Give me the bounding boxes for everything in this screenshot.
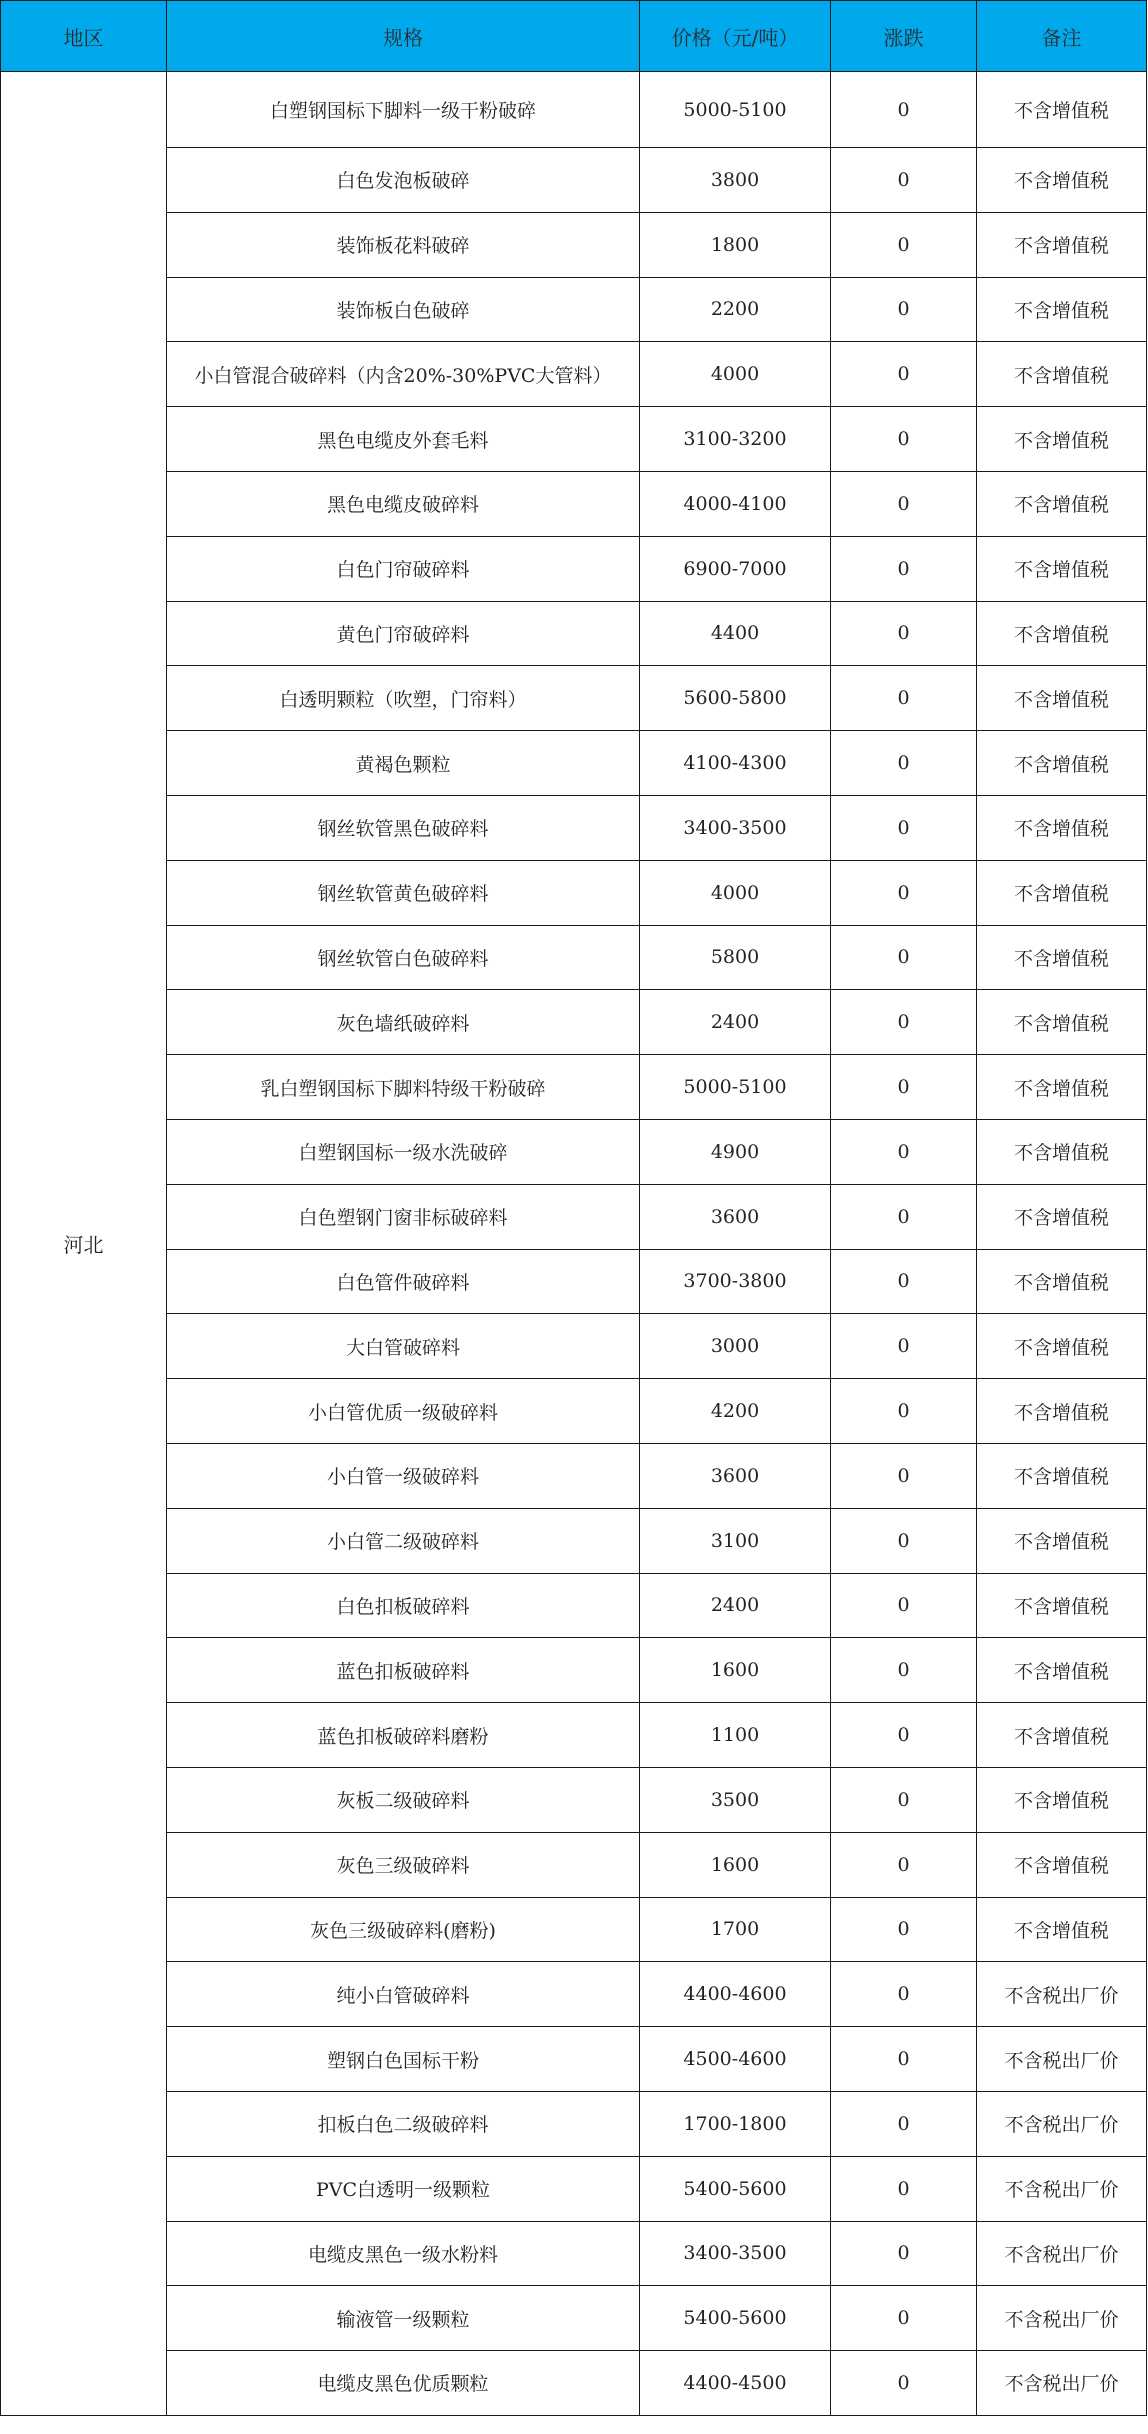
table-row	[1, 795, 1147, 860]
price-cell: 4400	[640, 601, 831, 666]
change-cell: 0	[831, 277, 977, 342]
table-row	[1, 2027, 1147, 2092]
table-row	[1, 72, 1147, 148]
change-cell: 0	[831, 1573, 977, 1638]
note-cell: 不含增值税	[977, 212, 1147, 277]
price-cell: 4400-4500	[640, 2351, 831, 2416]
table-row	[1, 1962, 1147, 2027]
note-cell: 不含增值税	[977, 860, 1147, 925]
header-price: 价格（元/吨）	[640, 1, 831, 72]
price-cell: 5800	[640, 925, 831, 990]
note-cell: 不含税出厂价	[977, 1962, 1147, 2027]
spec-cell: 白色塑钢门窗非标破碎料	[167, 1184, 640, 1249]
price-cell: 3500	[640, 1767, 831, 1832]
note-cell: 不含增值税	[977, 1703, 1147, 1768]
spec-cell: 输液管一级颗粒	[167, 2286, 640, 2351]
header-spec: 规格	[167, 1, 640, 72]
price-cell: 4400-4600	[640, 1962, 831, 2027]
header-note: 备注	[977, 1, 1147, 72]
price-cell: 3800	[640, 148, 831, 213]
table-row	[1, 1249, 1147, 1314]
header-row	[1, 1, 1147, 72]
spec-cell: 塑钢白色国标干粉	[167, 2027, 640, 2092]
spec-cell: 钢丝软管黑色破碎料	[167, 795, 640, 860]
spec-cell: PVC白透明一级颗粒	[167, 2156, 640, 2221]
spec-cell: 小白管优质一级破碎料	[167, 1379, 640, 1444]
change-cell: 0	[831, 407, 977, 472]
spec-cell: 小白管二级破碎料	[167, 1508, 640, 1573]
note-cell: 不含增值税	[977, 277, 1147, 342]
header-region: 地区	[1, 1, 167, 72]
change-cell: 0	[831, 1379, 977, 1444]
change-cell: 0	[831, 2027, 977, 2092]
change-cell: 0	[831, 1314, 977, 1379]
change-cell: 0	[831, 666, 977, 731]
change-cell: 0	[831, 1119, 977, 1184]
table-row	[1, 277, 1147, 342]
spec-cell: 蓝色扣板破碎料	[167, 1638, 640, 1703]
price-cell: 5000-5100	[640, 72, 831, 148]
table-row	[1, 2091, 1147, 2156]
table-row	[1, 2221, 1147, 2286]
note-cell: 不含增值税	[977, 342, 1147, 407]
spec-cell: 白塑钢国标一级水洗破碎	[167, 1119, 640, 1184]
price-cell: 3600	[640, 1184, 831, 1249]
change-cell: 0	[831, 471, 977, 536]
table-row	[1, 407, 1147, 472]
change-cell: 0	[831, 1184, 977, 1249]
price-cell: 3000	[640, 1314, 831, 1379]
note-cell: 不含增值税	[977, 1379, 1147, 1444]
spec-cell: 电缆皮黑色一级水粉料	[167, 2221, 640, 2286]
table-row	[1, 2286, 1147, 2351]
change-cell: 0	[831, 1897, 977, 1962]
price-cell: 4200	[640, 1379, 831, 1444]
spec-cell: 灰色三级破碎料(磨粉)	[167, 1897, 640, 1962]
table-row	[1, 1443, 1147, 1508]
note-cell: 不含增值税	[977, 1897, 1147, 1962]
price-cell: 1600	[640, 1832, 831, 1897]
change-cell: 0	[831, 925, 977, 990]
spec-cell: 灰色墙纸破碎料	[167, 990, 640, 1055]
table-row	[1, 1119, 1147, 1184]
table-row	[1, 601, 1147, 666]
price-cell: 1800	[640, 212, 831, 277]
price-cell: 2400	[640, 1573, 831, 1638]
note-cell: 不含增值税	[977, 731, 1147, 796]
note-cell: 不含增值税	[977, 795, 1147, 860]
note-cell: 不含增值税	[977, 1573, 1147, 1638]
note-cell: 不含增值税	[977, 148, 1147, 213]
note-cell: 不含增值税	[977, 1508, 1147, 1573]
spec-cell: 黑色电缆皮破碎料	[167, 471, 640, 536]
note-cell: 不含增值税	[977, 925, 1147, 990]
spec-cell: 灰板二级破碎料	[167, 1767, 640, 1832]
table-row	[1, 2156, 1147, 2221]
price-cell: 1100	[640, 1703, 831, 1768]
spec-cell: 黑色电缆皮外套毛料	[167, 407, 640, 472]
change-cell: 0	[831, 148, 977, 213]
change-cell: 0	[831, 990, 977, 1055]
change-cell: 0	[831, 1703, 977, 1768]
note-cell: 不含税出厂价	[977, 2156, 1147, 2221]
change-cell: 0	[831, 2156, 977, 2221]
change-cell: 0	[831, 72, 977, 148]
price-cell: 2200	[640, 277, 831, 342]
note-cell: 不含税出厂价	[977, 2286, 1147, 2351]
price-cell: 4900	[640, 1119, 831, 1184]
table-body	[1, 72, 1147, 2416]
change-cell: 0	[831, 1638, 977, 1703]
price-cell: 3700-3800	[640, 1249, 831, 1314]
change-cell: 0	[831, 212, 977, 277]
note-cell: 不含税出厂价	[977, 2221, 1147, 2286]
spec-cell: 蓝色扣板破碎料磨粉	[167, 1703, 640, 1768]
note-cell: 不含增值税	[977, 407, 1147, 472]
price-cell: 2400	[640, 990, 831, 1055]
change-cell: 0	[831, 601, 977, 666]
note-cell: 不含增值税	[977, 990, 1147, 1055]
price-cell: 3400-3500	[640, 795, 831, 860]
spec-cell: 灰色三级破碎料	[167, 1832, 640, 1897]
table-row	[1, 1573, 1147, 1638]
change-cell: 0	[831, 2091, 977, 2156]
spec-cell: 小白管一级破碎料	[167, 1443, 640, 1508]
table-row	[1, 148, 1147, 213]
table-row	[1, 536, 1147, 601]
change-cell: 0	[831, 536, 977, 601]
spec-cell: 钢丝软管黄色破碎料	[167, 860, 640, 925]
note-cell: 不含增值税	[977, 1832, 1147, 1897]
spec-cell: 白色管件破碎料	[167, 1249, 640, 1314]
table-row	[1, 1508, 1147, 1573]
price-cell: 4000-4100	[640, 471, 831, 536]
note-cell: 不含增值税	[977, 1184, 1147, 1249]
table-row	[1, 1832, 1147, 1897]
price-cell: 5400-5600	[640, 2286, 831, 2351]
change-cell: 0	[831, 1055, 977, 1120]
price-cell: 4500-4600	[640, 2027, 831, 2092]
change-cell: 0	[831, 795, 977, 860]
price-cell: 3100-3200	[640, 407, 831, 472]
spec-cell: 白色扣板破碎料	[167, 1573, 640, 1638]
note-cell: 不含增值税	[977, 1443, 1147, 1508]
note-cell: 不含增值税	[977, 1249, 1147, 1314]
spec-cell: 大白管破碎料	[167, 1314, 640, 1379]
spec-cell: 黄褐色颗粒	[167, 731, 640, 796]
note-cell: 不含增值税	[977, 1638, 1147, 1703]
price-cell: 1700-1800	[640, 2091, 831, 2156]
spec-cell: 纯小白管破碎料	[167, 1962, 640, 2027]
note-cell: 不含增值税	[977, 536, 1147, 601]
price-cell: 3600	[640, 1443, 831, 1508]
price-cell: 3400-3500	[640, 2221, 831, 2286]
change-cell: 0	[831, 860, 977, 925]
table-row	[1, 1638, 1147, 1703]
spec-cell: 装饰板花料破碎	[167, 212, 640, 277]
price-cell: 3100	[640, 1508, 831, 1573]
note-cell: 不含增值税	[977, 72, 1147, 148]
spec-cell: 白色门帘破碎料	[167, 536, 640, 601]
price-cell: 4000	[640, 342, 831, 407]
change-cell: 0	[831, 1832, 977, 1897]
change-cell: 0	[831, 2286, 977, 2351]
table-row	[1, 471, 1147, 536]
table-row	[1, 212, 1147, 277]
table-row	[1, 1767, 1147, 1832]
note-cell: 不含税出厂价	[977, 2091, 1147, 2156]
note-cell: 不含增值税	[977, 471, 1147, 536]
table-row	[1, 1184, 1147, 1249]
header-change: 涨跌	[831, 1, 977, 72]
spec-cell: 白透明颗粒（吹塑，门帘料）	[167, 666, 640, 731]
spec-cell: 白塑钢国标下脚料一级干粉破碎	[167, 72, 640, 148]
spec-cell: 黄色门帘破碎料	[167, 601, 640, 666]
price-cell: 1600	[640, 1638, 831, 1703]
table-row	[1, 1055, 1147, 1120]
price-cell: 4100-4300	[640, 731, 831, 796]
change-cell: 0	[831, 2221, 977, 2286]
table-row	[1, 342, 1147, 407]
note-cell: 不含税出厂价	[977, 2351, 1147, 2416]
change-cell: 0	[831, 1962, 977, 2027]
table-row	[1, 1379, 1147, 1444]
table-row	[1, 1314, 1147, 1379]
note-cell: 不含增值税	[977, 1055, 1147, 1120]
change-cell: 0	[831, 1443, 977, 1508]
table-row	[1, 925, 1147, 990]
spec-cell: 乳白塑钢国标下脚料特级干粉破碎	[167, 1055, 640, 1120]
table-row	[1, 860, 1147, 925]
change-cell: 0	[831, 1508, 977, 1573]
table-row	[1, 1703, 1147, 1768]
region-cell: 河北	[1, 72, 167, 2416]
spec-cell: 装饰板白色破碎	[167, 277, 640, 342]
table-row	[1, 1897, 1147, 1962]
note-cell: 不含增值税	[977, 1314, 1147, 1379]
change-cell: 0	[831, 342, 977, 407]
table-row	[1, 731, 1147, 796]
change-cell: 0	[831, 1249, 977, 1314]
change-cell: 0	[831, 1767, 977, 1832]
table-row	[1, 2351, 1147, 2416]
price-cell: 5600-5800	[640, 666, 831, 731]
change-cell: 0	[831, 731, 977, 796]
price-cell: 6900-7000	[640, 536, 831, 601]
spec-cell: 小白管混合破碎料（内含20%-30%PVC大管料）	[167, 342, 640, 407]
change-cell: 0	[831, 2351, 977, 2416]
spec-cell: 扣板白色二级破碎料	[167, 2091, 640, 2156]
price-cell: 5400-5600	[640, 2156, 831, 2221]
note-cell: 不含增值税	[977, 1119, 1147, 1184]
note-cell: 不含增值税	[977, 601, 1147, 666]
note-cell: 不含增值税	[977, 666, 1147, 731]
note-cell: 不含增值税	[977, 1767, 1147, 1832]
spec-cell: 白色发泡板破碎	[167, 148, 640, 213]
note-cell: 不含税出厂价	[977, 2027, 1147, 2092]
table-row	[1, 666, 1147, 731]
spec-cell: 电缆皮黑色优质颗粒	[167, 2351, 640, 2416]
price-cell: 4000	[640, 860, 831, 925]
price-cell: 1700	[640, 1897, 831, 1962]
table-row	[1, 990, 1147, 1055]
spec-cell: 钢丝软管白色破碎料	[167, 925, 640, 990]
price-cell: 5000-5100	[640, 1055, 831, 1120]
